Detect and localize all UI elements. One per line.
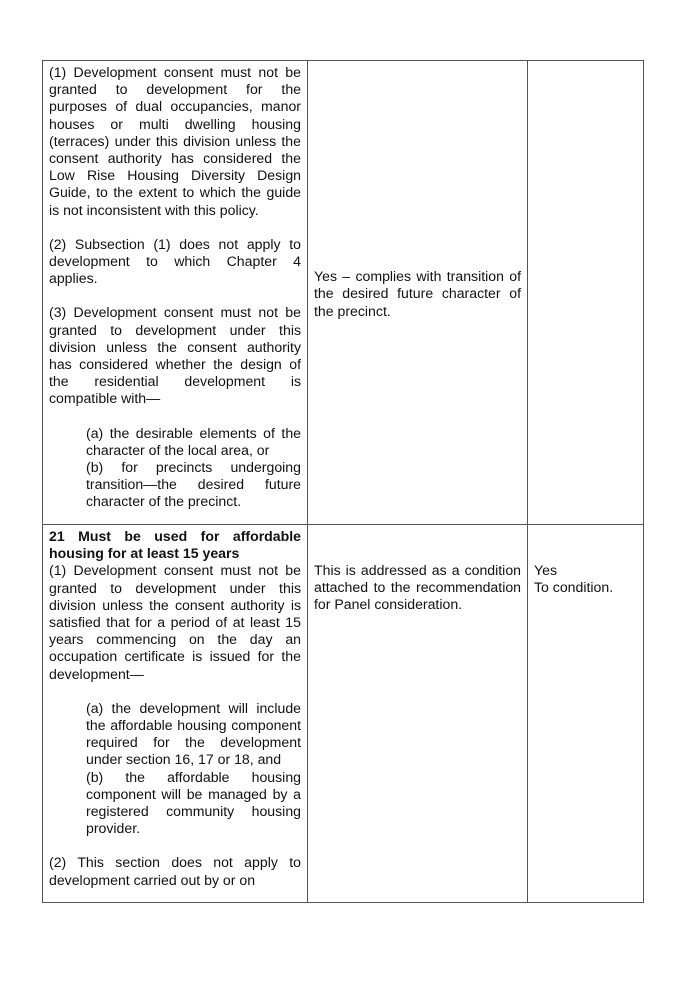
table-row	[43, 61, 644, 525]
provision-paragraph: (3) Development consent must not be granted to development under this division unless the consent authority has considered whether the design of the residential development is compatible with—	[49, 304, 301, 407]
compliance-note: To condition.	[534, 579, 614, 596]
provision-subitem: (b) the affordable housing component will be managed by a registered community housing provider.	[86, 768, 301, 837]
provision-paragraph: (2) This section does not apply to development carried out by or on	[49, 854, 301, 888]
provision-subitem: (a) the desirable elements of the character of the local area, or	[86, 424, 301, 458]
provision-subitem: (b) for precincts undergoing transition—the desired future character of the precinct.	[86, 459, 301, 510]
provision-paragraph: (2) Subsection (1) does not apply to development to which Chapter 4 applies.	[49, 235, 301, 287]
provision-paragraph: (1) Development consent must not be granted to development for the purposes of dual occupancies, manor houses or multi dwelling housing (terraces) under this division unless the consent authority has considered the Low Rise Housing Diversity Design Guide, to the extent to which the guide is not inconsistent with this policy.	[49, 64, 301, 218]
provision-cell	[43, 525, 308, 903]
provision-cell	[43, 61, 308, 525]
provision-paragraph: (1) Development consent must not be granted to development under this division unless the consent authority is satisfied that for a period of at least 15 years commencing on the day an occupation certificate is issued for the development—	[49, 562, 301, 682]
compliance-table	[42, 60, 644, 903]
provision-subitem: (a) the development will include the affordable housing component required for the development under section 16, 17 or 18, and	[86, 699, 301, 768]
comment-text: Yes – complies with transition of the desired future character of the precinct.	[314, 268, 521, 319]
compliance-cell	[528, 525, 644, 903]
table-row	[43, 525, 644, 903]
comment-cell	[308, 61, 528, 525]
compliance-status: Yes	[534, 562, 557, 578]
comment-text: This is addressed as a condition attached to the recommendation for Panel consideration.	[314, 562, 521, 613]
compliance-cell	[528, 61, 644, 525]
comment-cell	[308, 525, 528, 903]
section-heading: 21 Must be used for affordable housing for at least 15 years	[49, 528, 301, 562]
